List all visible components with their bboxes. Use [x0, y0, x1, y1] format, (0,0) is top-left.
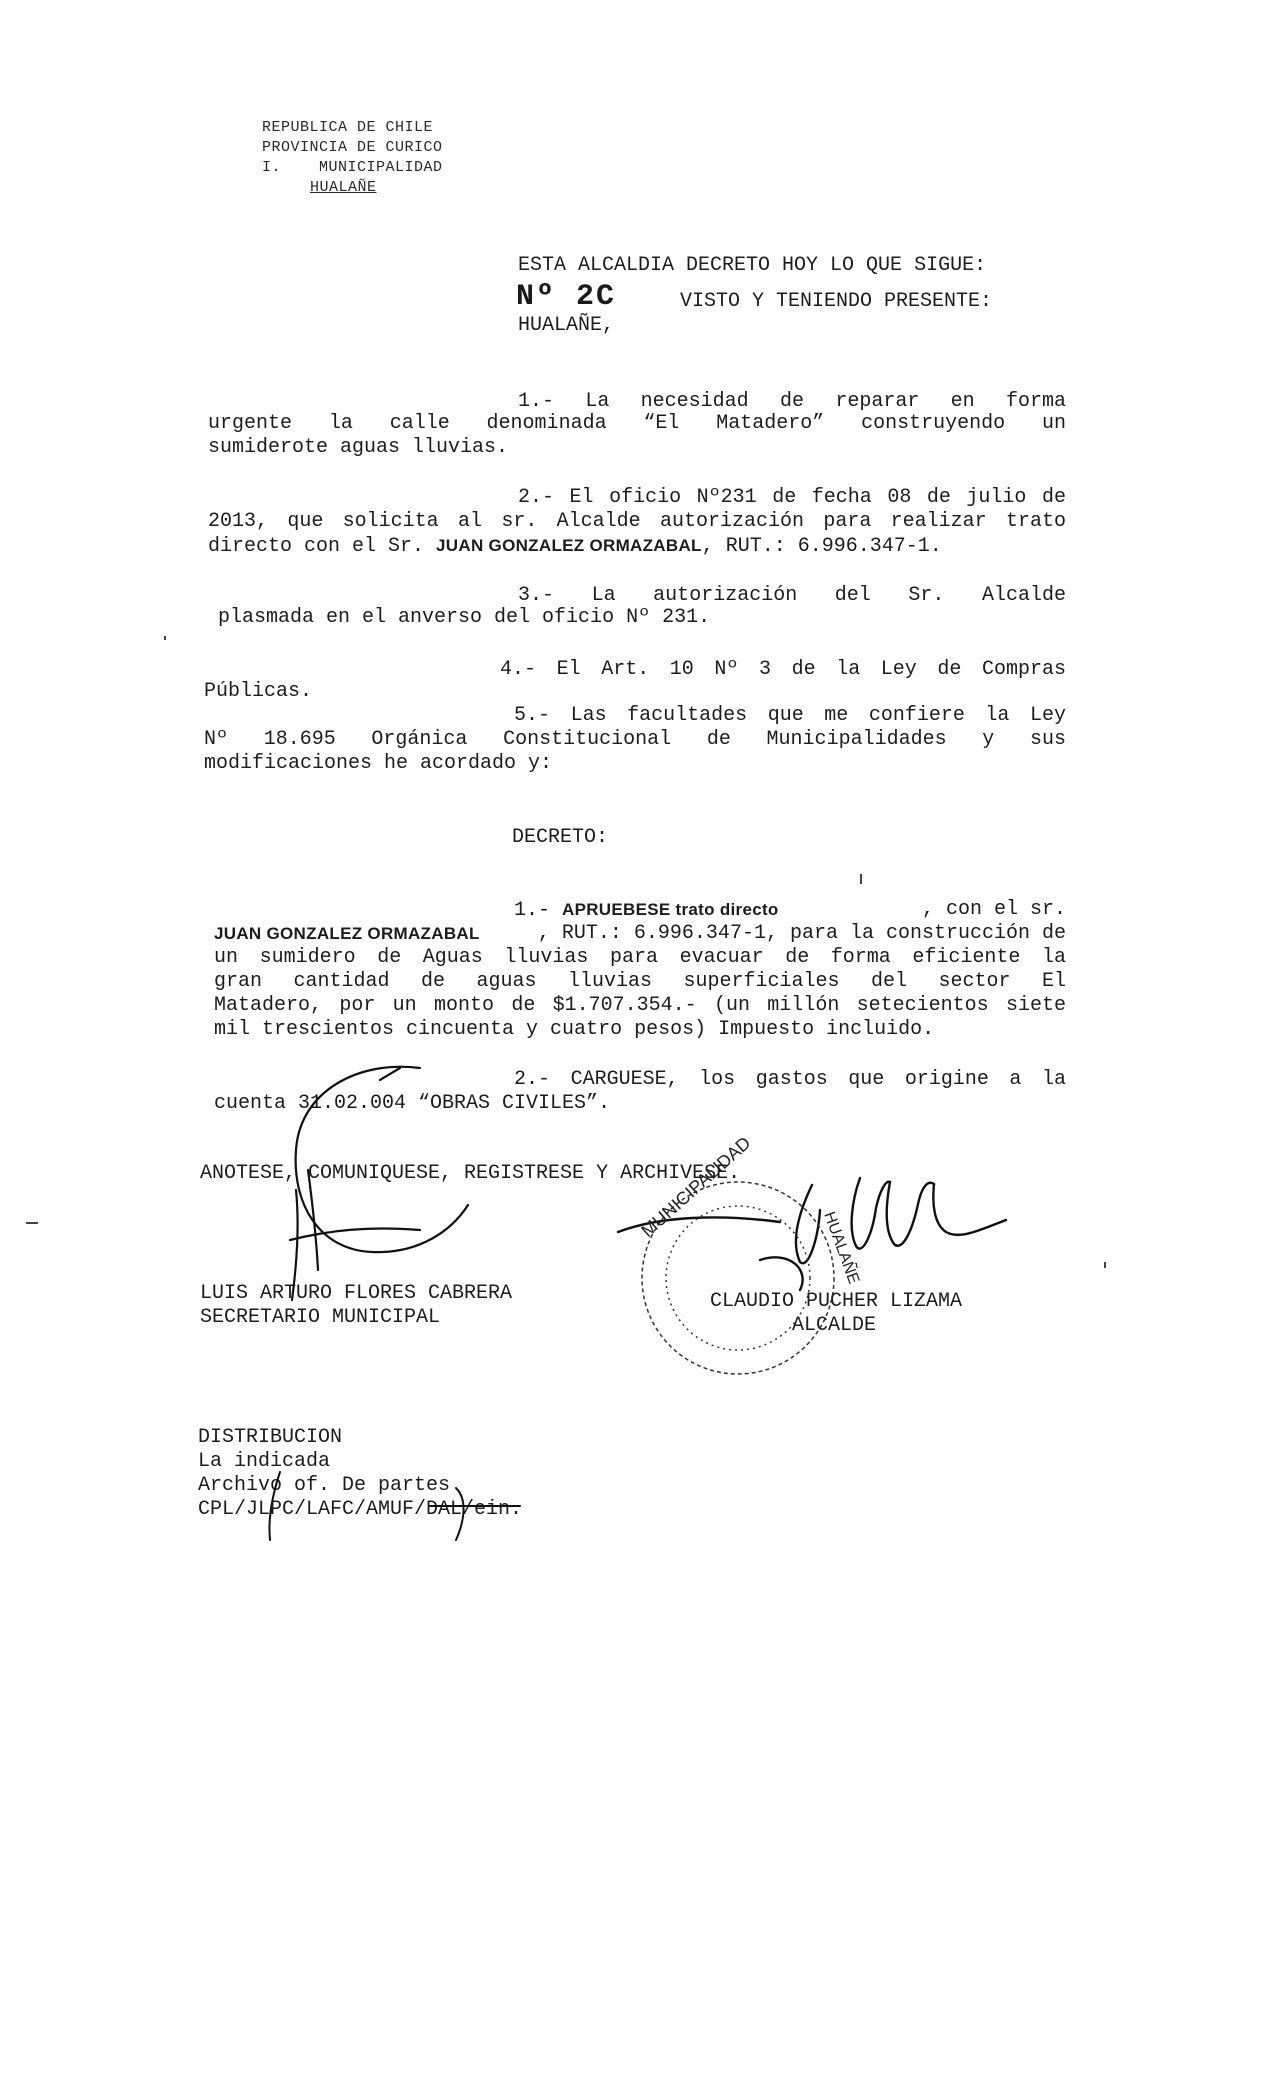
consideration-5-line-1: 5.- Las facultades que me confiere la Ley	[514, 704, 1066, 727]
closing-formula: ANOTESE, COMUNIQUESE, REGISTRESE Y ARCHIVESE.	[200, 1162, 741, 1185]
decree-intro-line: ESTA ALCALDIA DECRETO HOY LO QUE SIGUE:	[518, 254, 987, 277]
text-fragment: directo con el Sr.	[208, 535, 437, 558]
place-line: HUALAÑE,	[518, 314, 615, 337]
resolution-2-line-1: 2.- CARGUESE, los gastos que origine a la	[514, 1068, 1066, 1091]
resolution-1-line-4: gran cantidad de aguas lluvias superficiales del sector El	[214, 970, 1066, 993]
header-municipality: I. MUNICIPALIDAD	[262, 159, 443, 176]
consideration-2-line-1: 2.- El oficio Nº231 de fecha 08 de julio de	[518, 486, 1066, 509]
distribution-line-3: CPL/JLPC/LAFC/AMUF/DAL/ein.	[198, 1498, 523, 1521]
text-fragment: , RUT.: 6.996.347-1, para la construcción de	[537, 922, 1066, 945]
distribution-line-2: Archivo of. De partes	[198, 1474, 451, 1497]
contractor-name: JUAN GONZALEZ ORMAZABAL	[214, 924, 480, 943]
signature-right-title: ALCALDE	[792, 1314, 877, 1337]
scan-specks	[26, 636, 1106, 1268]
resolution-1-line-6: mil trescientos cincuenta y cuatro pesos) Impuesto incluido.	[214, 1018, 935, 1041]
visto-line: VISTO Y TENIENDO PRESENTE:	[680, 290, 993, 313]
header-city: HUALAÑE	[310, 179, 377, 196]
left-signature-scribble	[290, 1067, 468, 1300]
consideration-5-line-3: modificaciones he acordado y:	[204, 752, 553, 775]
consideration-1-line-2: urgente la calle denominada “El Matadero” construyendo un	[208, 412, 1066, 435]
consideration-3-line-1: 3.- La autorización del Sr. Alcalde	[518, 584, 1066, 607]
consideration-2-line-2: 2013, que solicita al sr. Alcalde autorización para realizar trato	[208, 510, 1066, 533]
signature-left-title: SECRETARIO MUNICIPAL	[200, 1306, 441, 1329]
consideration-1-line-1: 1.- La necesidad de reparar en forma	[518, 390, 1066, 413]
consideration-5-line-2: Nº 18.695 Orgánica Constitucional de Municipalidades y sus	[204, 728, 1066, 751]
consideration-1-line-3: sumiderote aguas lluvias.	[208, 436, 509, 459]
resolution-1-line-5: Matadero, por un monto de $1.707.354.- (un millón setecientos siete	[214, 994, 1066, 1017]
text-fragment: , con el sr.	[921, 898, 1066, 921]
text-fragment: 1.-	[514, 899, 563, 922]
approval-phrase: APRUEBESE trato directo	[562, 900, 779, 919]
header-republic: REPUBLICA DE CHILE	[262, 119, 434, 136]
header-province: PROVINCIA DE CURICO	[262, 139, 443, 156]
resolution-1-line-3: un sumidero de Aguas lluvias para evacuar de forma eficiente la	[214, 946, 1066, 969]
consideration-4-line-1: 4.- El Art. 10 Nº 3 de la Ley de Compras	[500, 658, 1066, 681]
stamp-text-side: HUALAÑE	[820, 1209, 863, 1287]
text-fragment: , RUT.: 6.996.347-1.	[701, 535, 942, 558]
decree-number: Nº 2C	[516, 280, 617, 314]
signature-left-name: LUIS ARTURO FLORES CABRERA	[200, 1282, 513, 1305]
distribution-initials-scribble	[269, 1472, 520, 1540]
decreto-heading: DECRETO:	[512, 826, 609, 849]
distribution-line-1: La indicada	[198, 1450, 331, 1473]
signature-right-name: CLAUDIO PUCHER LIZAMA	[710, 1290, 963, 1313]
distribution-heading: DISTRIBUCION	[198, 1426, 343, 1449]
consideration-4-line-2: Públicas.	[204, 680, 313, 703]
stamp-text-top: MUNICIPALIDAD	[637, 1132, 755, 1241]
consideration-3-line-2: plasmada en el anverso del oficio Nº 231.	[218, 606, 711, 629]
resolution-2-line-2: cuenta 31.02.004 “OBRAS CIVILES”.	[214, 1092, 611, 1115]
contractor-name: JUAN GONZALEZ ORMAZABAL	[436, 536, 702, 555]
